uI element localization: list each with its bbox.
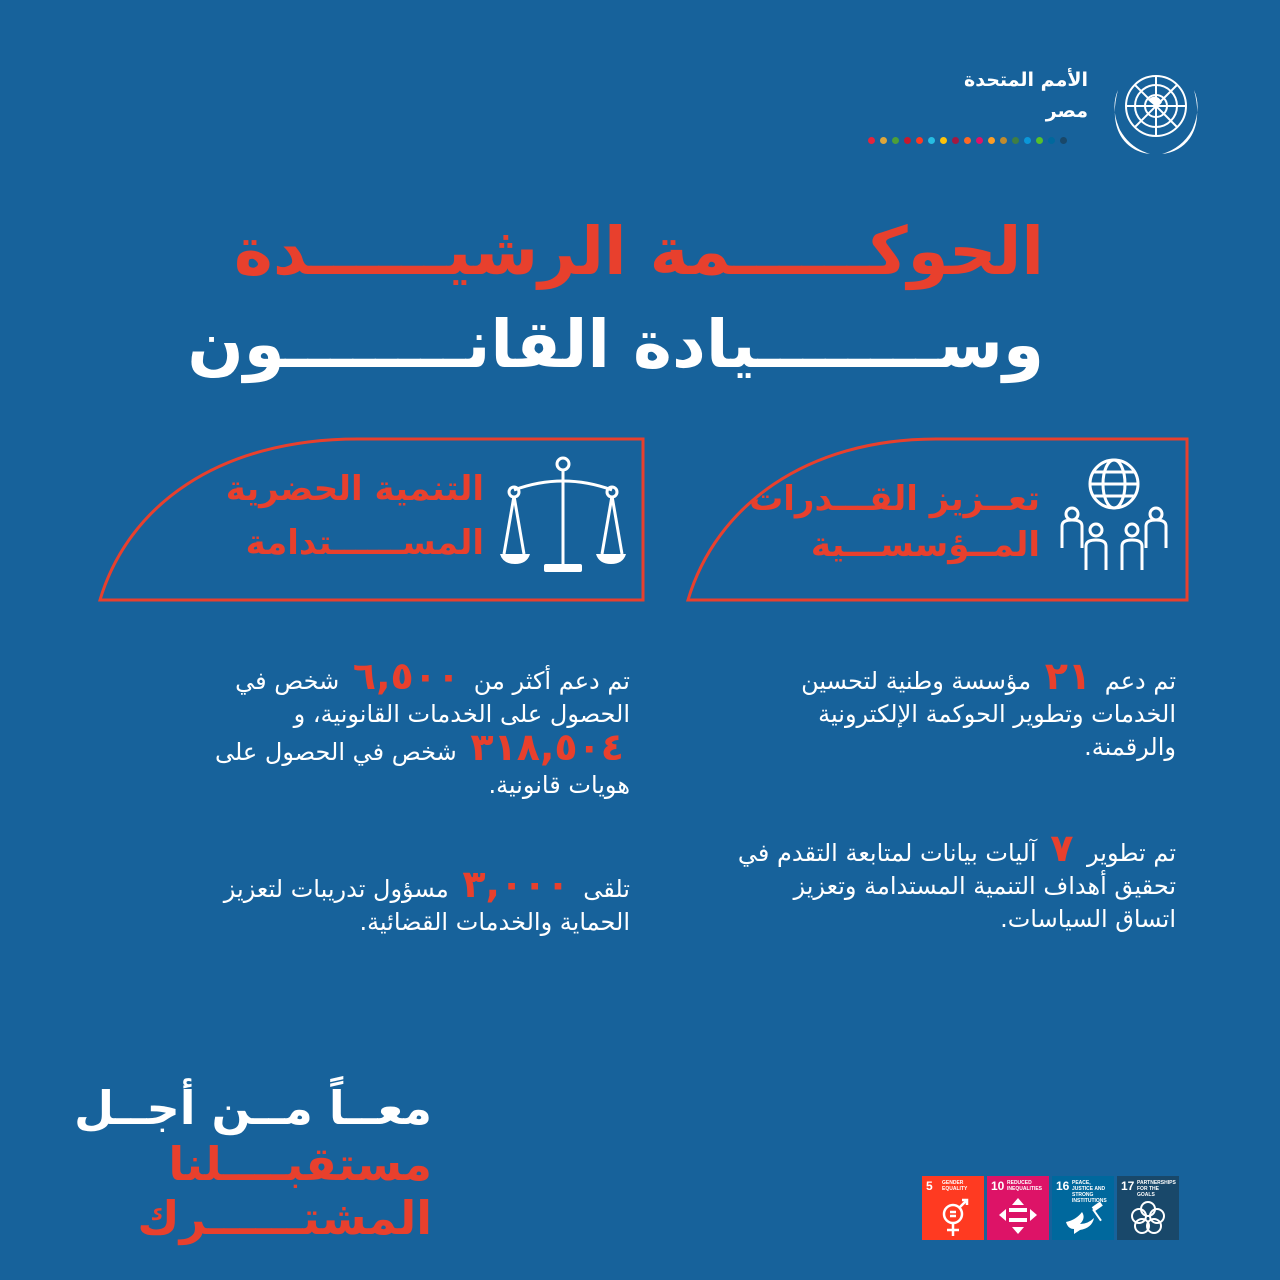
scales-of-justice-icon (500, 454, 626, 578)
sdg-tile-17 (1117, 1176, 1179, 1240)
sdg-tile-label: PARTNERSHIPS FOR THE GOALS (1137, 1180, 1176, 1198)
sdg-color-dots (868, 137, 1067, 144)
org-country: مصر (1045, 100, 1088, 122)
card-right-title-2: المــؤسســـية (810, 525, 1040, 565)
reduced-inequalities-icon (987, 1196, 1049, 1240)
un-emblem-icon (1098, 60, 1214, 160)
sdg-color-dot (928, 137, 935, 144)
sdg-color-dot (880, 137, 887, 144)
left-p1-text-post: شخص في الحصول على الخدمات القانونية، و (235, 667, 630, 728)
gender-equality-icon (922, 1196, 984, 1240)
main-title-line-1: الحوكــــــمة الرشيــــــدة (233, 213, 1044, 290)
footer-slogan-line-3: المشتــــــرك (137, 1191, 432, 1245)
left-p1-text-pre: تم دعم أكثر من (473, 667, 630, 695)
left-p1-number: ٦,٥٠٠ (352, 654, 461, 698)
sdg-color-dot (868, 137, 875, 144)
right-paragraph-1 (756, 654, 1176, 764)
right-p2-text-pre: تم تطوير (1087, 839, 1176, 867)
sdg-color-dot (904, 137, 911, 144)
main-title-line-2: وســــــــيادة القانــــــــون (187, 306, 1044, 383)
left-paragraph-2 (160, 862, 630, 939)
sdg-color-dot (1036, 137, 1043, 144)
left-p2-number: ٣,٠٠٠ (462, 862, 570, 906)
sdg-tile-16 (1052, 1176, 1114, 1240)
sdg-color-dot (916, 137, 923, 144)
right-p2-number: ٧ (1050, 826, 1074, 870)
left-p1-text-post-2: شخص في الحصول على هويات قانونية. (214, 738, 630, 799)
sdg-tile-label: PEACE, JUSTICE AND STRONG INSTITUTIONS (1072, 1180, 1107, 1204)
sdg-color-dot (964, 137, 971, 144)
right-p1-number: ٢١ (1044, 654, 1092, 698)
right-p1-text-post: مؤسسة وطنية لتحسين الخدمات وتطوير الحوكمة الإلكترونية والرقمنة. (801, 667, 1176, 761)
sdg-tile-label: REDUCED INEQUALITIES (1007, 1180, 1043, 1192)
card-right-title-1: تعــزيز القـــدرات (749, 479, 1040, 519)
globe-people-icon (1052, 452, 1170, 576)
sdg-color-dot (1024, 137, 1031, 144)
left-p2-text-post: مسؤول تدريبات لتعزيز الحماية والخدمات القضائية. (223, 875, 630, 936)
right-p2-text-post: آليات بيانات لمتابعة التقدم في تحقيق أهداف التنمية المستدامة وتعزيز اتساق السياسات. (737, 839, 1176, 933)
sdg-color-dot (1060, 137, 1067, 144)
sdg-color-dot (1012, 137, 1019, 144)
sdg-color-dot (952, 137, 959, 144)
sdg-color-dot (940, 137, 947, 144)
right-paragraph-2 (736, 826, 1176, 936)
left-paragraph-1 (160, 654, 630, 802)
left-p1-number-2: ٣١٨,٥٠٤ (470, 725, 624, 769)
dove-gavel-icon (1052, 1196, 1114, 1240)
left-p2-text-pre: تلقى (583, 875, 630, 903)
partnership-rings-icon (1117, 1196, 1179, 1240)
sdg-tile-5 (922, 1176, 984, 1240)
footer-slogan-line-1: معــاً مــن أجــل (74, 1081, 432, 1135)
sdg-tile-number: 5 (926, 1179, 933, 1193)
sdg-tile-10 (987, 1176, 1049, 1240)
right-p1-text-pre: تم دعم (1104, 667, 1176, 695)
sdg-tile-label: GENDER EQUALITY (942, 1180, 968, 1192)
sdg-color-dot (1000, 137, 1007, 144)
sdg-tile-number: 17 (1121, 1179, 1135, 1193)
sdg-tile-number: 10 (991, 1179, 1005, 1193)
sdg-goal-tiles (922, 1176, 1179, 1240)
sdg-color-dot (892, 137, 899, 144)
org-name: الأمم المتحدة (964, 69, 1088, 91)
sdg-color-dot (1048, 137, 1055, 144)
sdg-color-dot (976, 137, 983, 144)
sdg-tile-number: 16 (1056, 1179, 1070, 1193)
card-left-title-2: المســــــتدامة (245, 523, 484, 563)
footer-slogan-line-2: مستقبــــلنا (168, 1137, 432, 1191)
card-left-title-1: التنمية الحضرية (225, 469, 484, 509)
sdg-color-dot (988, 137, 995, 144)
